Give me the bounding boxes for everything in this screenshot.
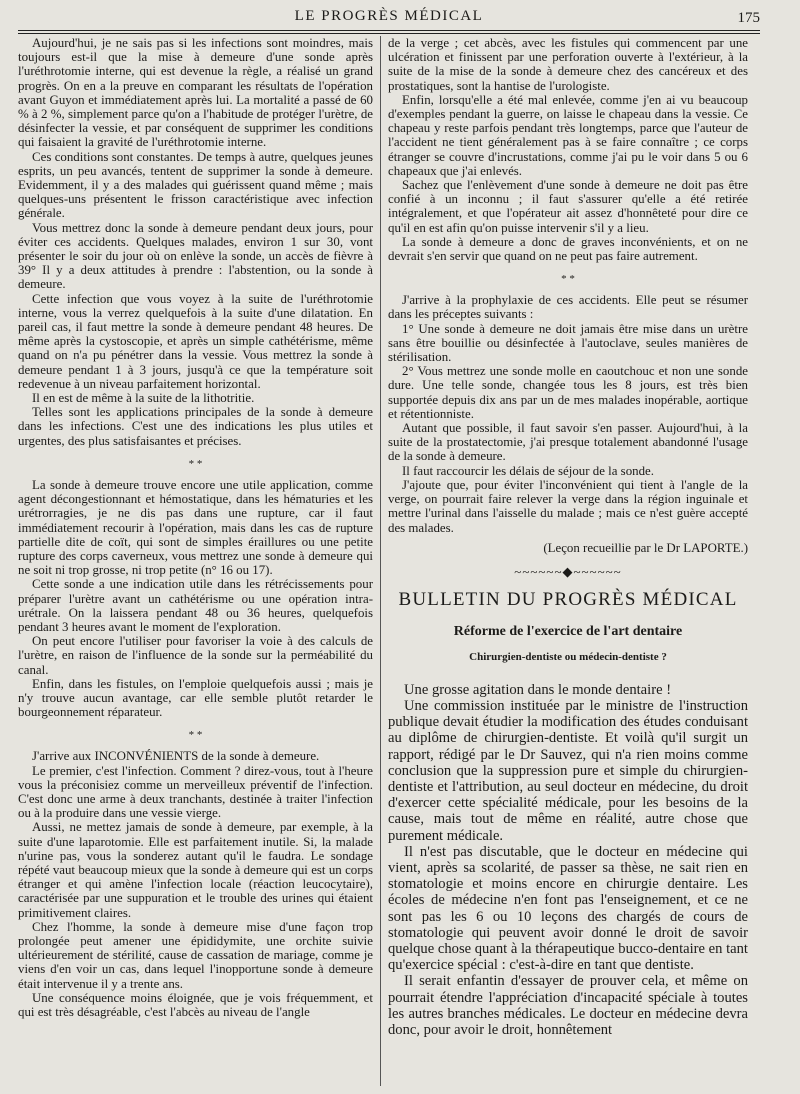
paragraph: J'arrive aux INCONVÉNIENTS de la sonde à demeure.	[32, 749, 320, 764]
right-section-2	[388, 293, 748, 534]
paragraph: Sachez que l'enlèvement d'une sonde à demeure ne doit pas être confié à un inconnu ; il faut s'assurer qu'elle a été retirée intégralement, et que l'opérateur ait assez d'honnêteté pour dire ce qu'il en est afin qu'on puisse intervenir s'il y a lieu.	[388, 178, 748, 235]
paragraph: Il n'est pas discutable, que le docteur en médecine qui vient, après sa scolarité, de passer sa thèse, ne sait rien en stomatologie et moins encore en chirurgie dentaire. Les écoles de médecine n'en font pas l'enseignement, et ce ne sont pas les 6 ou 10 leçons des chargés de cours de stomatologie qui peuvent avoir donné le droit de savoir quelque chose quant à la thérapeutique bucco-dentaire en tant qu'exercice spécial : c'est-à-dire en tant que dentiste.	[388, 843, 748, 974]
left-column	[18, 36, 373, 1094]
paragraph: Autant que possible, il faut savoir s'en passer. Aujourd'hui, à la suite de la prostatectomie, j'ai presque totalement abandonné l'usage de la sonde à demeure.	[388, 421, 748, 464]
page-number: 175	[737, 10, 760, 26]
paragraph: J'arrive à la prophylaxie de ces accidents. Elle peut se résumer dans les préceptes suivants :	[388, 293, 748, 322]
paragraph: Une conséquence moins éloignée, que je vois fréquemment, et qui est très désagréable, c'est l'abcès au niveau de l'angle	[18, 990, 373, 1019]
paragraph: J'ajoute que, pour éviter l'inconvénient qui tient à l'angle de la verge, on pourrait faire relever la verge dans la région inguinale et mettre l'urinal dans l'aisselle du malade ; mais ce n'est guère accepté des malades.	[388, 477, 748, 535]
section-separator-stars: * *	[188, 729, 203, 742]
section-separator-stars: * *	[188, 457, 203, 470]
paragraph: On peut encore l'utiliser pour favoriser la voie à des calculs de l'urètre, en raison de l'influence de la sonde sur la perméabilité du canal.	[18, 634, 373, 677]
paragraph: Une commission instituée par le ministre de l'instruction publique devait étudier la modification des études conduisant au diplôme de chirurgien-dentiste. Et voilà qu'il surgit un rapport, rédigé par le Dr Sauvez, qui n'a rien moins comme conclusion que la suppression pure et simple du chirurgien-dentiste et l'attribution, au seul docteur en médecine, du droit d'exercer cette spécialité médicale, pour les besoins de la cause, mais tout de même en réalité, autre chose que purement médicale.	[388, 697, 748, 844]
left-section-1	[18, 36, 373, 448]
paragraph: Aujourd'hui, je ne sais pas si les infections sont moindres, mais toujours est-il que la mise à demeure d'une sonde après l'uréthrotomie interne, qui est devenue la règle, a réalisé un grand progrès. On en a la preuve en comparant les résultats de l'opération avant Guyon et immédiatement après lui. La mortalité a passé de 60 % à 2 %, simplement parce qu'on a l'habitude de protéger l'urètre, de désinfecter la vessie, et par conséquent de supprimer les conditions qui faisaient la gravité de l'uréthrotomie interne.	[18, 36, 373, 150]
bulletin-heading: BULLETIN DU PROGRÈS MÉDICAL	[398, 589, 738, 611]
paragraph: de la verge ; cet abcès, avec les fistules qui commencent par une ulcération et finissent par une perforation ouverte à l'extérieur, à la suite de la mise de la sonde à demeure chez des cancéreux et des prostatiques, sont la hantise de l'urologiste.	[388, 36, 748, 93]
header-rule	[18, 30, 760, 34]
right-column	[388, 36, 748, 1094]
paragraph: 2° Vous mettrez une sonde molle en caoutchouc et non une sonde dure. Une telle sonde, changée tous les 8 jours, est très bien supportée depuis dix ans par un de mes malades inopérable, aortique et rétentionniste.	[388, 364, 748, 421]
paragraph: Il en est de même à la suite de la lithotritie.	[32, 391, 255, 406]
left-section-3	[18, 749, 373, 1019]
page-header	[18, 6, 760, 32]
paragraph: Une grosse agitation dans le monde dentaire !	[404, 681, 672, 698]
ornamental-divider: ~~~~~~◆~~~~~~	[514, 563, 622, 579]
paragraph: Vous mettrez donc la sonde à demeure pendant deux jours, pour éviter ces accidents. Quelques malades, environ 1 sur 30, vont présenter le soir du jour où on enlève la sonde, un accès de fièvre à 39° Il y a deux attitudes à prendre : l'abstention, ou la sonde à demeure.	[18, 220, 373, 292]
running-title: LE PROGRÈS MÉDICAL	[294, 8, 484, 24]
paragraph: Il faut raccourcir les délais de séjour de la sonde.	[402, 463, 654, 478]
paragraph: Telles sont les applications principales de la sonde à demeure dans les infections. C'est une des indications les plus utiles et urgentes, des plus satisfaisantes et précises.	[18, 405, 373, 448]
paragraph: Le premier, c'est l'infection. Comment ? direz-vous, tout à l'heure vous la préconisiez comme un merveilleux préventif de l'infection. C'est donc une arme à deux tranchants, destinée à traiter l'infection ou à la produire dans une vessie vierge.	[18, 763, 373, 821]
section-separator-stars: * *	[561, 273, 575, 286]
right-section-1	[388, 36, 748, 263]
article-body	[388, 682, 748, 1038]
paragraph: Ces conditions sont constantes. De temps à autre, quelques jeunes esprits, un peu avancés, tentent de supprimer la sonde à demeure. Evidemment, il y a des malades qui guérissent quand même ; mais quelques-uns présentent le frisson caractéristique avec infection générale.	[18, 149, 373, 221]
article-title: Réforme de l'exercice de l'art dentaire	[453, 624, 683, 640]
lesson-attribution: (Leçon recueillie par le Dr LAPORTE.)	[543, 540, 748, 555]
paragraph: Aussi, ne mettez jamais de sonde à demeure, par exemple, à la suite d'une laparotomie. Elle est parfaitement inutile. Si, la malade n'urine pas, vous la sonderez autant qu'il le faudra. Le sondage répété vaut beaucoup mieux que la sonde à demeure qui est un corps étranger et qui amène l'infection locale (réaction leucocytaire), caractérisée par une suppuration et le trouble des urines qui étaient primitivement claires.	[18, 820, 373, 920]
paragraph: 1° Une sonde à demeure ne doit jamais être mise dans un urètre sans être bouillie ou désinfectée à l'autoclave, seules manières de stérilisation.	[388, 321, 748, 365]
paragraph: Cette sonde a une indication utile dans les rétrécissements pour préparer l'urètre avant un cathétérisme ou une opération intra-urétrale. On la laissera pendant 48 ou 36 heures, quelquefois pendant 3 heures avant le moment de l'exploration.	[18, 577, 373, 634]
paragraph: La sonde à demeure a donc de graves inconvénients, et on ne devrait s'en servir que quand on ne peut pas faire autrement.	[388, 234, 748, 264]
article-subtitle: Chirurgien-dentiste ou médecin-dentiste ?	[469, 650, 667, 663]
paragraph: Il serait enfantin d'essayer de prouver cela, et même on pourrait étendre l'appréciation d'incapacité spéciale à toutes les autres branches médicales. Le docteur en médecine devra donc, pour avoir le droit, honnêtement	[388, 973, 748, 1038]
column-divider	[380, 36, 381, 1086]
paragraph: La sonde à demeure trouve encore une utile application, comme agent décongestionnant et hémostatique, dans les hématuries et les urétrorragies, je ne dis pas dans une rupture, car il faut immédiatement recourir à l'opération, mais dans les cas de rupture partielle dite de coït, qui sont de simples éraillures ou une petite rupture des corps caverneux, vous mettrez une sonde à demeure qui ne soit ni trop grosse, ni trop petite (n° 16 ou 17).	[18, 477, 373, 578]
paragraph: Chez l'homme, la sonde à demeure mise d'une façon trop prolongée peut amener une épididymite, une orchite suivie ultérieurement de stérilité, cause de cassation de mariage, comme je viens d'en voir un cas, dans lequel l'inopportune sonde à demeure était intervenue il y a trente ans.	[18, 919, 373, 991]
paragraph: Enfin, dans les fistules, on l'emploie quelquefois aussi ; mais je n'y trouve aucun avantage, car elle semble plutôt retarder le bourgeonnement réparateur.	[18, 676, 373, 720]
paragraph: Enfin, lorsqu'elle a été mal enlevée, comme j'en ai vu beaucoup d'exemples pendant la guerre, on laisse le chapeau dans la vessie. Ce chapeau y reste parfois pendant très longtemps, parce que l'auteur de l'accident ne tient généralement pas à se faire connaître ; ce corps étranger se couvre d'incrustations, comme j'ai pu le voir dans 5 ou 6 chapeaux que j'ai enlevés.	[388, 92, 748, 178]
paragraph: Cette infection que vous voyez à la suite de l'uréthrotomie interne, vous la verrez quelquefois à la suite d'une dilatation. En pareil cas, il faut mettre la sonde à demeure pendant 48 heures. De même après la cystoscopie, et après un simple cathétérisme, même quand on n'a pu pénétrer dans la vessie. Vous mettrez la sonde à demeure pendant 1 à 3 jours, jusqu'à ce que la température soit redevenue à un niveau parfaitement horizontal.	[18, 291, 373, 391]
left-section-2	[18, 478, 373, 719]
